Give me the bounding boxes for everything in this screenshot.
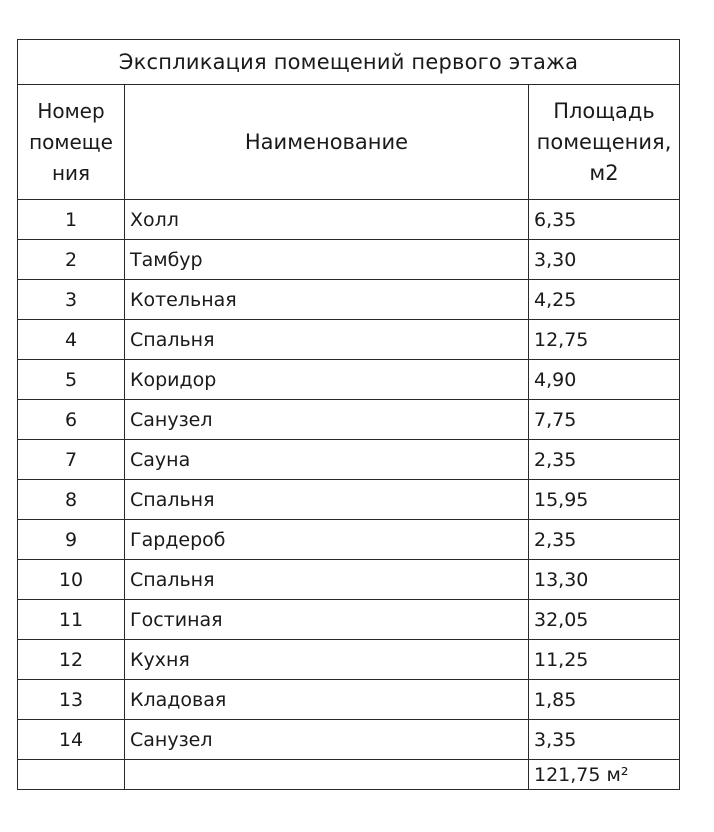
room-area: 6,35 (529, 200, 680, 240)
table-row (18, 280, 680, 320)
table-row (18, 360, 680, 400)
room-name: Гостиная (125, 600, 529, 640)
room-name: Тамбур (125, 240, 529, 280)
room-area: 2,35 (529, 440, 680, 480)
room-name: Санузел (125, 720, 529, 760)
room-number: 14 (18, 720, 125, 760)
table-row (18, 400, 680, 440)
room-area: 3,30 (529, 240, 680, 280)
room-name: Гардероб (125, 520, 529, 560)
header-room-name: Наименование (125, 85, 529, 200)
room-name: Спальня (125, 480, 529, 520)
room-number: 11 (18, 600, 125, 640)
room-number: 10 (18, 560, 125, 600)
total-empty-cell (125, 760, 529, 790)
room-area: 4,90 (529, 360, 680, 400)
table-row (18, 520, 680, 560)
room-name: Холл (125, 200, 529, 240)
table-row (18, 720, 680, 760)
table-row (18, 200, 680, 240)
header-area-line: Площадь (553, 98, 655, 123)
room-area: 13,30 (529, 560, 680, 600)
room-area: 2,35 (529, 520, 680, 560)
room-area: 7,75 (529, 400, 680, 440)
table-row (18, 560, 680, 600)
room-number: 1 (18, 200, 125, 240)
room-area: 1,85 (529, 680, 680, 720)
table-row (18, 480, 680, 520)
room-number: 4 (18, 320, 125, 360)
table-row (18, 320, 680, 360)
room-number: 3 (18, 280, 125, 320)
room-number: 6 (18, 400, 125, 440)
room-area: 11,25 (529, 640, 680, 680)
room-area: 3,35 (529, 720, 680, 760)
room-area: 32,05 (529, 600, 680, 640)
table-row (18, 440, 680, 480)
room-area: 12,75 (529, 320, 680, 360)
table-row (18, 680, 680, 720)
room-area: 4,25 (529, 280, 680, 320)
header-room-number (18, 85, 125, 200)
room-number: 12 (18, 640, 125, 680)
room-name: Коридор (125, 360, 529, 400)
room-explication-table (17, 39, 680, 790)
room-number: 7 (18, 440, 125, 480)
header-row (18, 85, 680, 200)
room-name: Кухня (125, 640, 529, 680)
room-name: Котельная (125, 280, 529, 320)
room-name: Кладовая (125, 680, 529, 720)
header-number-line: Номер (37, 98, 105, 123)
header-number-line: ния (51, 160, 91, 185)
title-row (18, 40, 680, 85)
room-area: 15,95 (529, 480, 680, 520)
room-name: Спальня (125, 560, 529, 600)
table-row (18, 600, 680, 640)
room-name: Сауна (125, 440, 529, 480)
header-area-line: м2 (589, 160, 619, 185)
table-title: Экспликация помещений первого этажа (18, 40, 680, 85)
room-number: 5 (18, 360, 125, 400)
total-area: 121,75 м² (529, 760, 680, 790)
header-room-area (529, 85, 680, 200)
room-number: 9 (18, 520, 125, 560)
total-empty-cell (18, 760, 125, 790)
room-name: Спальня (125, 320, 529, 360)
header-area-line: помещения, (536, 129, 672, 154)
room-number: 2 (18, 240, 125, 280)
room-number: 13 (18, 680, 125, 720)
total-row (18, 760, 680, 790)
room-name: Санузел (125, 400, 529, 440)
table-row (18, 240, 680, 280)
header-number-line: помеще (29, 129, 113, 154)
room-number: 8 (18, 480, 125, 520)
table-row (18, 640, 680, 680)
